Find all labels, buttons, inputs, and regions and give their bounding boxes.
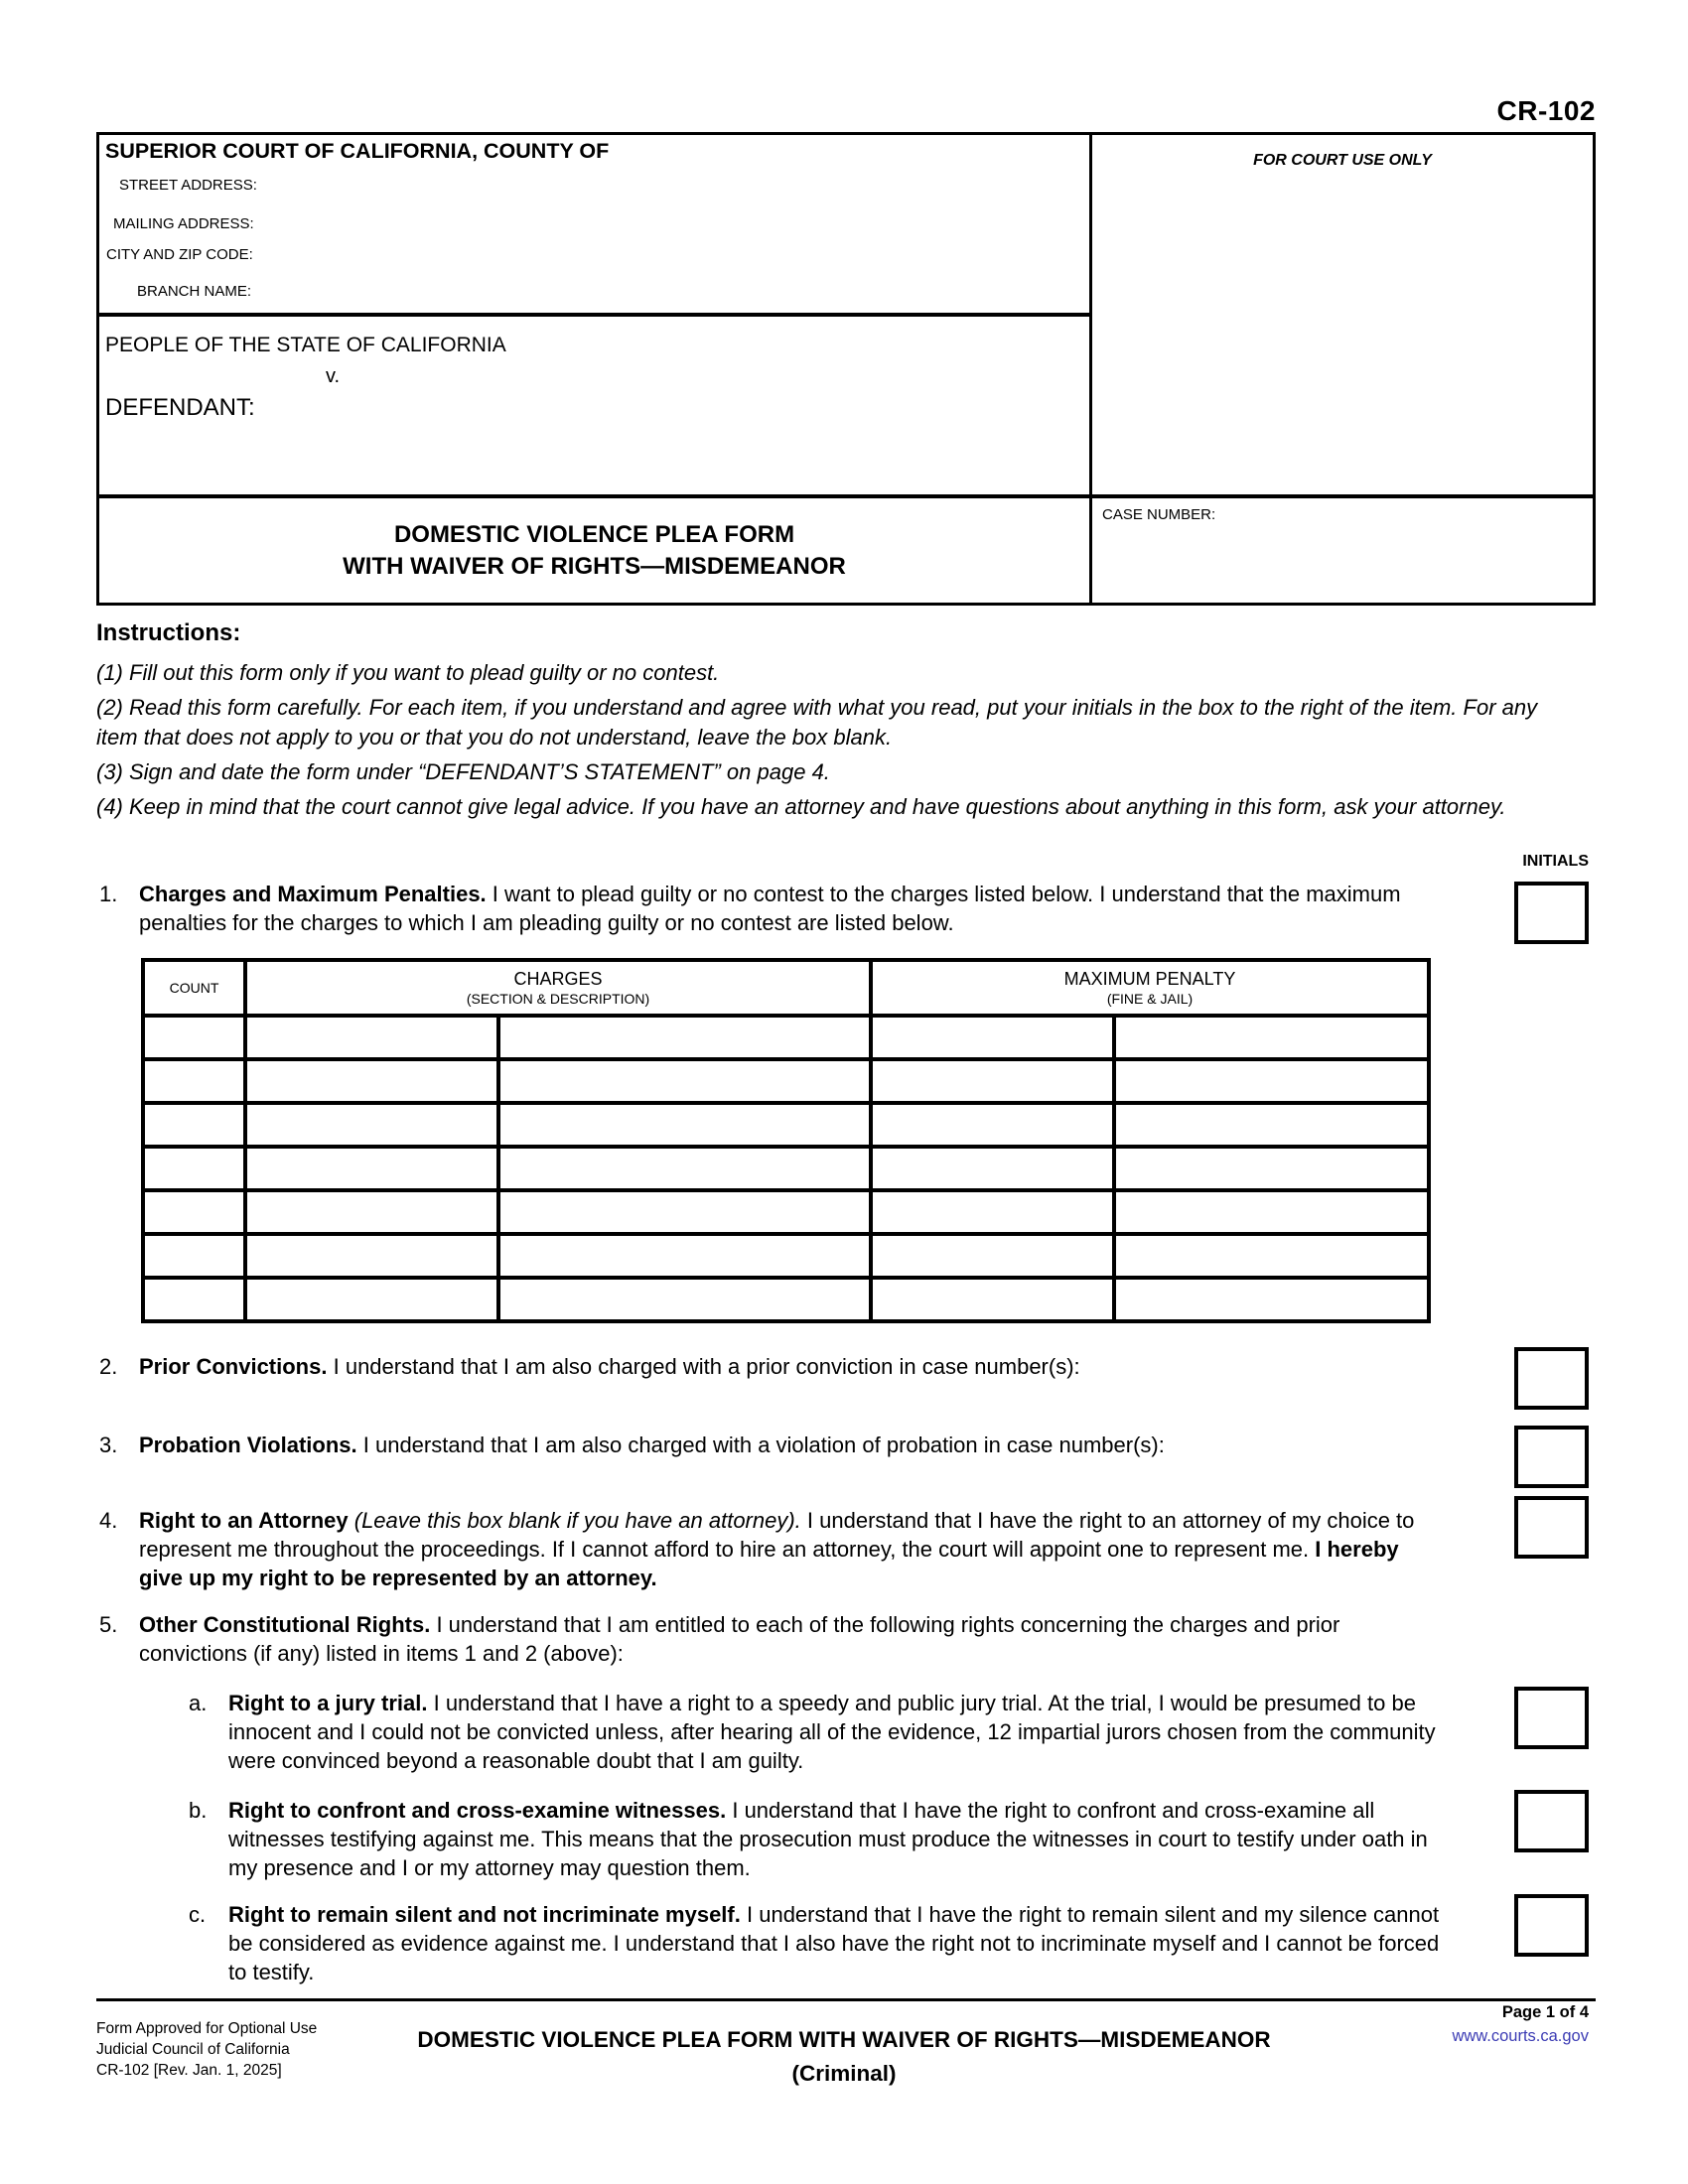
penalty-fine-cell[interactable]	[871, 1190, 1114, 1234]
charge-description-cell[interactable]	[498, 1234, 871, 1278]
street-address-label: STREET ADDRESS:	[119, 177, 257, 194]
initials-box-item4[interactable]	[1514, 1496, 1589, 1559]
branch-name-field[interactable]	[387, 283, 1072, 307]
item-number: 1.	[99, 882, 118, 906]
penalty-jail-cell[interactable]	[1114, 1016, 1429, 1059]
charges-table-row	[143, 1059, 1429, 1103]
item-5b-confront-witnesses	[189, 1796, 1442, 1882]
caption-right-column	[1092, 135, 1593, 603]
branch-name-label: BRANCH NAME:	[137, 283, 252, 300]
penalty-jail-cell[interactable]	[1114, 1103, 1429, 1147]
street-address-field[interactable]	[387, 177, 1072, 201]
item-5c-remain-silent	[189, 1900, 1442, 1986]
item-3-probation-violations	[99, 1431, 1425, 1459]
penalty-jail-cell[interactable]	[1114, 1234, 1429, 1278]
versus-label: v.	[326, 365, 341, 387]
charge-section-cell[interactable]	[245, 1234, 498, 1278]
item-5a-jury-trial	[189, 1689, 1442, 1775]
instruction-2: (2) Read this form carefully. For each item, if you understand and agree with what you read, put your initials in the box to the right of the item. For any item that does not apply to you or that you do not understand, leave the box blank.	[96, 695, 1538, 750]
mailing-address-field[interactable]	[387, 215, 1072, 239]
for-court-use-label: FOR COURT USE ONLY	[1253, 152, 1432, 169]
initials-box-item1[interactable]	[1514, 882, 1589, 944]
city-zip-field[interactable]	[387, 246, 1072, 270]
form-title-line1: DOMESTIC VIOLENCE PLEA FORM	[393, 520, 795, 548]
charge-section-cell[interactable]	[245, 1190, 498, 1234]
instruction-4: (4) Keep in mind that the court cannot give legal advice. If you have an attorney and have questions about anything in this form, ask your attorney.	[96, 794, 1506, 819]
form-title-line2: WITH WAIVER OF RIGHTS—MISDEMEANOR	[343, 552, 846, 580]
city-zip-label: CITY AND ZIP CODE:	[106, 246, 253, 263]
form-title-section	[99, 498, 1089, 603]
county-field[interactable]	[725, 139, 1072, 165]
item-1-charges	[99, 880, 1425, 937]
caption-left-column	[99, 135, 1092, 603]
courts-website-link[interactable]: www.courts.ca.gov	[1452, 2027, 1589, 2045]
item-text: Charges and Maximum Penalties. I want to plead guilty or no contest to the charges listed below. I understand that the maximum penalties for the charges to which I am pleading guilty or no contest are listed below.	[139, 882, 1401, 935]
charge-description-cell[interactable]	[498, 1147, 871, 1190]
case-number-section	[1092, 498, 1593, 603]
initials-column-header: INITIALS	[1522, 853, 1589, 870]
charges-table-row	[143, 1103, 1429, 1147]
item-text: Other Constitutional Rights. I understand that I am entitled to each of the following rights concerning the charges and prior convictions (if any) listed in items 1 and 2 (above):	[139, 1612, 1340, 1666]
footer-approval-line2: Judicial Council of California	[96, 2041, 290, 2058]
footer-revision-line: CR-102 [Rev. Jan. 1, 2025]	[96, 2062, 282, 2079]
item-text: Right to confront and cross-examine witnesses. I understand that I have the right to confront and cross-examine all witnesses testifying against me. This means that the prosecution must produce the witnesses in court to testify under oath in my presence and I or my attorney may question them.	[228, 1798, 1428, 1880]
charge-section-cell[interactable]	[245, 1147, 498, 1190]
charges-header: CHARGES (SECTION & DESCRIPTION)	[245, 960, 871, 1016]
penalty-jail-cell[interactable]	[1114, 1278, 1429, 1321]
charge-description-cell[interactable]	[498, 1278, 871, 1321]
initials-box-item2[interactable]	[1514, 1347, 1589, 1410]
for-court-use-area	[1092, 135, 1593, 498]
item-5-other-constitutional-rights	[99, 1610, 1425, 1668]
mailing-address-label: MAILING ADDRESS:	[113, 215, 254, 232]
item-number: 2.	[99, 1354, 118, 1379]
item-letter: a.	[189, 1691, 208, 1715]
penalty-header: MAXIMUM PENALTY (FINE & JAIL)	[871, 960, 1429, 1016]
charge-description-cell[interactable]	[498, 1059, 871, 1103]
footer-title-block	[248, 2023, 1440, 2091]
item-number: 5.	[99, 1612, 118, 1637]
penalty-jail-cell[interactable]	[1114, 1190, 1429, 1234]
footer-form-title: DOMESTIC VIOLENCE PLEA FORM WITH WAIVER OF RIGHTS—MISDEMEANOR	[417, 2027, 1271, 2052]
count-cell[interactable]	[143, 1059, 245, 1103]
penalty-fine-cell[interactable]	[871, 1147, 1114, 1190]
charge-section-cell[interactable]	[245, 1103, 498, 1147]
count-cell[interactable]	[143, 1234, 245, 1278]
court-title: SUPERIOR COURT OF CALIFORNIA, COUNTY OF	[105, 139, 610, 163]
charge-section-cell[interactable]	[245, 1059, 498, 1103]
defendant-name-field[interactable]	[258, 392, 1053, 426]
item-letter: b.	[189, 1798, 208, 1823]
plaintiff-name: PEOPLE OF THE STATE OF CALIFORNIA	[105, 334, 506, 356]
instructions-heading: Instructions:	[96, 619, 241, 646]
initials-box-item3[interactable]	[1514, 1426, 1589, 1488]
count-cell[interactable]	[143, 1016, 245, 1059]
charge-description-cell[interactable]	[498, 1016, 871, 1059]
charges-table-row	[143, 1016, 1429, 1059]
item-text: Right to a jury trial. I understand that I have a right to a speedy and public jury trial. At the trial, I would be presumed to be innocent and I could not be convicted unless, after hearing all of the evidence, 12 impartial jurors chosen from the community were convinced beyond a reasonable doubt that I am guilty.	[228, 1691, 1436, 1773]
charge-section-cell[interactable]	[245, 1278, 498, 1321]
charge-description-cell[interactable]	[498, 1103, 871, 1147]
penalty-jail-cell[interactable]	[1114, 1147, 1429, 1190]
form-number: CR-102	[1496, 95, 1596, 126]
item-2-prior-convictions	[99, 1352, 1425, 1381]
penalty-fine-cell[interactable]	[871, 1103, 1114, 1147]
item-number: 4.	[99, 1508, 118, 1533]
footer-divider	[96, 1998, 1596, 2001]
charges-table-row	[143, 1234, 1429, 1278]
initials-box-item5b[interactable]	[1514, 1790, 1589, 1852]
item-text: Probation Violations. I understand that I am also charged with a violation of probation in case number(s):	[139, 1433, 1165, 1457]
instructions-section	[96, 619, 1584, 827]
defendant-label: DEFENDANT:	[105, 394, 255, 421]
penalty-fine-cell[interactable]	[871, 1016, 1114, 1059]
initials-box-item5c[interactable]	[1514, 1894, 1589, 1957]
case-number-label: CASE NUMBER:	[1102, 506, 1216, 523]
item-text: Right to an Attorney (Leave this box blank if you have an attorney). I understand that I have the right to an attorney of my choice to represent me throughout the proceedings. If I cannot afford to hire an attorney, the court will appoint one to represent me. I hereby give up my right to be represented by an attorney.	[139, 1508, 1415, 1590]
item-text: Right to remain silent and not incriminate myself. I understand that I have the right to remain silent and my silence cannot be considered as evidence against me. I understand that I also have the right not to incriminate myself and I cannot be forced to testify.	[228, 1902, 1440, 1984]
penalty-fine-cell[interactable]	[871, 1278, 1114, 1321]
count-cell[interactable]	[143, 1147, 245, 1190]
charges-table	[141, 958, 1431, 1323]
footer-page-block	[1291, 2003, 1589, 2046]
page-number: Page 1 of 4	[1501, 2003, 1589, 2021]
item-number: 3.	[99, 1433, 118, 1457]
penalty-jail-cell[interactable]	[1114, 1059, 1429, 1103]
item-4-right-to-attorney	[99, 1506, 1425, 1592]
charges-table-row	[143, 1147, 1429, 1190]
item-text: Prior Convictions. I understand that I am also charged with a prior conviction in case number(s):	[139, 1354, 1080, 1379]
charges-table-row	[143, 1190, 1429, 1234]
caption-box	[96, 132, 1596, 606]
count-cell[interactable]	[143, 1278, 245, 1321]
initials-box-item5a[interactable]	[1514, 1687, 1589, 1749]
charge-section-cell[interactable]	[245, 1016, 498, 1059]
item-letter: c.	[189, 1902, 207, 1927]
instruction-1: (1) Fill out this form only if you want to plead guilty or no contest.	[96, 660, 720, 685]
count-cell[interactable]	[143, 1103, 245, 1147]
charges-table-header-row	[143, 960, 1429, 1016]
footer-approval-line1: Form Approved for Optional Use	[96, 2020, 318, 2037]
charges-table-row	[143, 1278, 1429, 1321]
instruction-3: (3) Sign and date the form under “DEFENDANT’S STATEMENT” on page 4.	[96, 759, 830, 784]
footer-form-subtitle: (Criminal)	[791, 2061, 897, 2086]
charge-description-cell[interactable]	[498, 1190, 871, 1234]
penalty-fine-cell[interactable]	[871, 1234, 1114, 1278]
count-header: COUNT	[143, 960, 245, 1016]
penalty-fine-cell[interactable]	[871, 1059, 1114, 1103]
court-info-section	[99, 135, 1089, 317]
parties-section	[99, 317, 1089, 498]
case-number-field[interactable]	[1102, 530, 1583, 590]
count-cell[interactable]	[143, 1190, 245, 1234]
